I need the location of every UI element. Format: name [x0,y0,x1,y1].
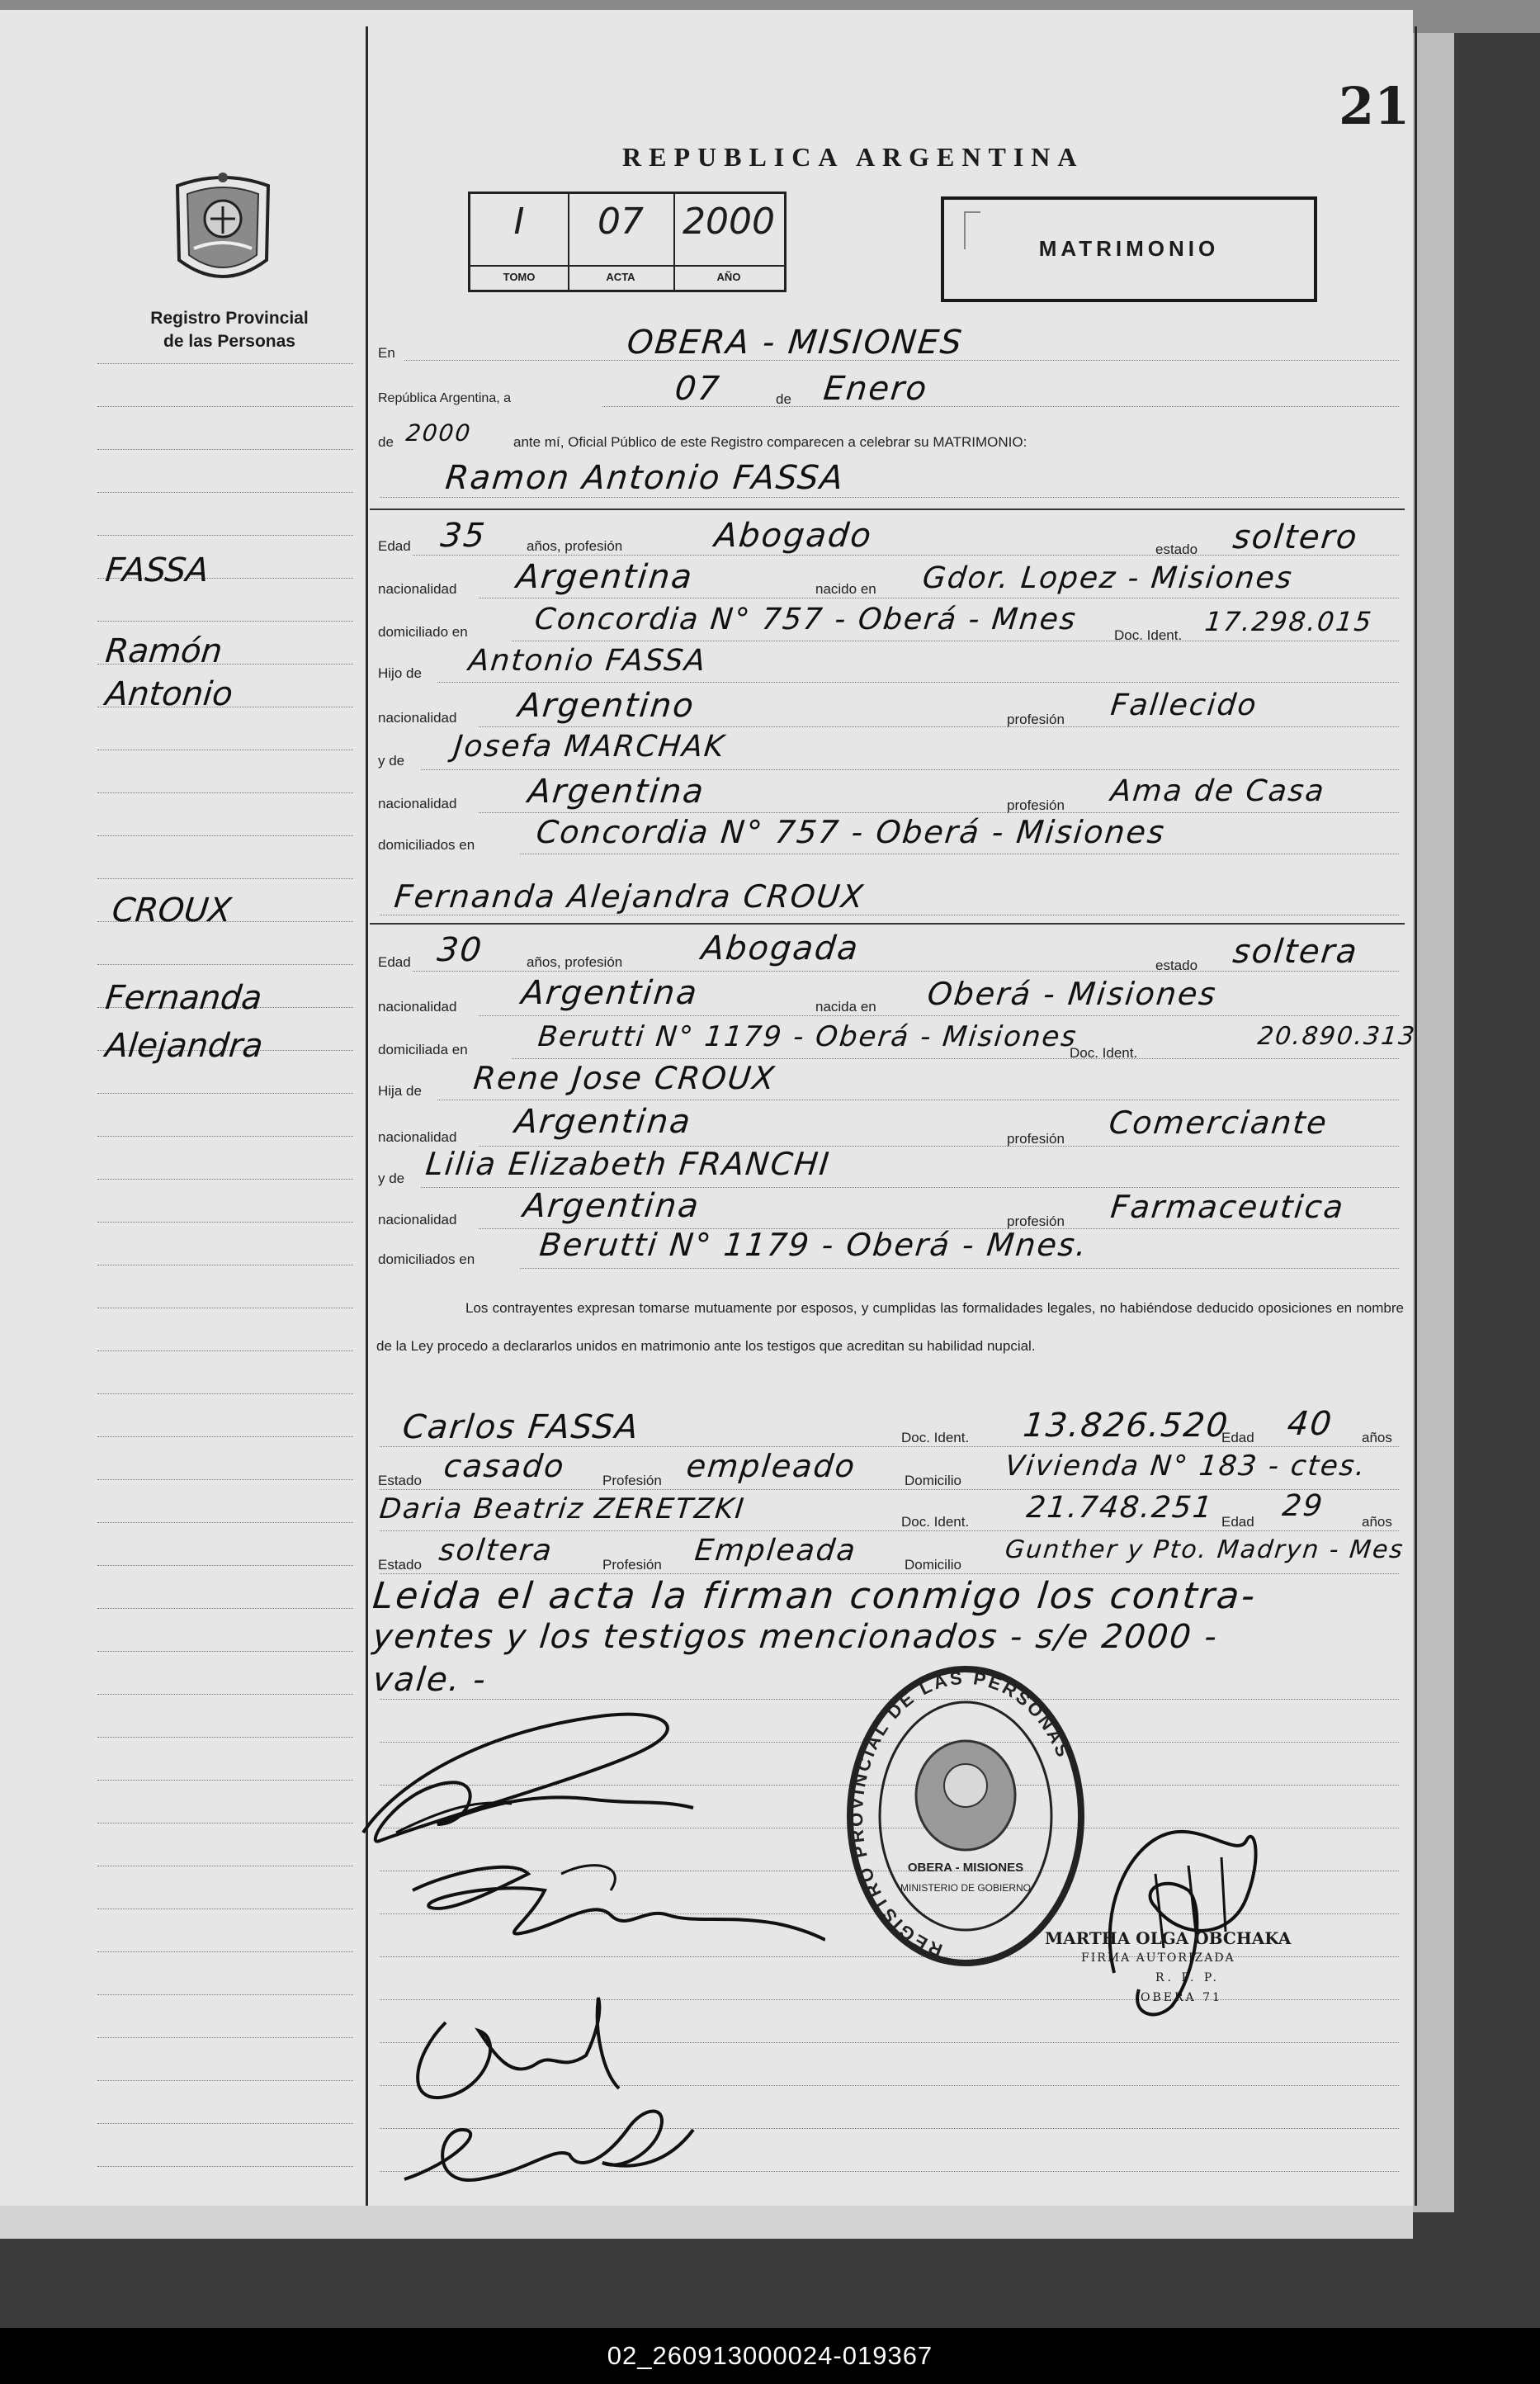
groom-full-name: Ramon Antonio FASSA [443,459,847,497]
section-rule [370,508,1405,510]
ano-value: 2000 [683,201,775,243]
bride-margin-surname: CROUX [110,892,234,929]
estado-label: Estado [378,1473,422,1488]
witness1-address: Vivienda N° 183 - ctes. [1003,1450,1368,1483]
bride-mother-nationality: Argentina [521,1187,702,1225]
yde-label: y de [378,1171,405,1186]
witness2-status: soltera [437,1534,555,1568]
margin-ruled-line [97,1994,353,1995]
margin-ruled-line [97,1608,353,1609]
yde-label: y de [378,753,405,769]
nacido-label: nacido en [815,581,876,597]
margin-ruled-line [97,1780,353,1781]
place-value: OBERA - MISIONES [625,324,966,362]
domicilio-label: Domicilio [905,1557,961,1573]
bride-father-nationality: Argentina [513,1103,694,1141]
profesion-label: años, profesión [527,538,623,554]
edad-label: Edad [378,954,411,970]
officer-line-3: R. P. P. [1155,1971,1220,1984]
witness2-profession: Empleada [692,1534,858,1568]
estado-label: estado [1155,958,1198,973]
parents-dom-label: domiciliados en [378,1251,475,1267]
groom-margin-given-1: Ramón [103,632,224,670]
groom-parents-address: Concordia N° 757 - Oberá - Misiones [534,814,1168,850]
domiciliada-label: domiciliada en [378,1042,468,1057]
signature-witness-2 [388,2080,718,2212]
margin-ruled-line [97,2166,353,2167]
tomo-value: I [513,201,525,243]
signature-bride [396,1841,825,1965]
bride-mother: Lilia Elizabeth FRANCHI [423,1146,833,1182]
officer-block [1045,1928,1291,2008]
groom-mother-nationality: Argentina [526,773,707,811]
domicilio-label: Domicilio [905,1473,961,1488]
margin-ruled-line [97,1222,353,1223]
registry-name [106,307,353,353]
doc-label: Doc. Ident. [901,1514,970,1530]
stamp-bottom-text: OBERA - MISIONES [907,1861,1024,1875]
ante-text: ante mí, Oficial Público de este Registro comparecen a celebrar su MATRIMONIO: [513,434,1027,450]
acta-value: 07 [598,201,644,243]
margin-rule [366,26,368,2206]
doc-label: Doc. Ident. [901,1430,970,1445]
acta-caption: ACTA [568,265,673,288]
closing-line-3: vale. - [371,1661,489,1699]
line [512,1058,1399,1059]
margin-ruled-line [97,964,353,965]
day-value: 07 [673,370,723,408]
margin-ruled-line [97,492,353,493]
edad-label: Edad [378,538,411,554]
year-prefix: de [378,434,394,450]
margin-ruled-line [97,535,353,536]
hija-label: Hija de [378,1083,422,1099]
groom-document: 17.298.015 [1203,606,1375,637]
margin-ruled-line [97,2080,353,2081]
stamp-ministry-text: MINISTERIO DE GOBIERNO [900,1882,1032,1894]
witness2-address: Gunther y Pto. Madryn - Mes [1004,1535,1406,1564]
margin-ruled-line [97,1565,353,1566]
groom-margin-surname: FASSA [103,551,211,589]
en-label: En [378,345,395,361]
margin-ruled-line [97,1951,353,1952]
tomo-cell [470,194,569,290]
father-nat-label: nacionalidad [378,710,457,726]
bride-address: Berutti N° 1179 - Oberá - Misiones [536,1020,1079,1053]
groom-father-profession: Fallecido [1108,688,1259,722]
margin-ruled-line [97,2037,353,2038]
bride-parents-address: Berutti N° 1179 - Oberá - Mnes. [537,1227,1090,1263]
closing-line-2: yentes y los testigos mencionados - s/e 2000 - [371,1618,1221,1656]
bride-profession: Abogada [699,929,862,967]
father-prof-label: profesión [1007,1131,1065,1147]
bride-age: 30 [435,931,485,969]
officer-line-4: OBERA 71 [1141,1991,1222,2004]
section-rule [370,923,1405,925]
month-value: Enero [821,370,930,408]
closing-line-1: Leida el acta la firman conmigo los contra- [371,1575,1259,1617]
groom-nationality: Argentina [514,558,696,596]
witness1-name: Carlos FASSA [400,1408,642,1446]
estado-label: Estado [378,1557,422,1573]
image-id: 02_260913000024-019367 [607,2341,933,2370]
record-type-box [941,196,1317,302]
line [380,1573,1399,1574]
witness1-age: 40 [1285,1405,1335,1443]
officer-name: MARTHA OLGA OBCHAKA [1045,1928,1292,1948]
line [602,406,1399,407]
margin-ruled-line [97,1350,353,1351]
record-type: MATRIMONIO [1038,236,1220,261]
profesion-label: Profesión [602,1473,662,1488]
mother-nat-label: nacionalidad [378,1212,457,1227]
margin-ruled-line [97,1737,353,1738]
margin-ruled-line [97,621,353,622]
margin-ruled-line [97,363,353,364]
groom-father: Antonio FASSA [466,644,709,678]
margin-ruled-line [97,1136,353,1137]
margin-ruled-line [97,878,353,879]
nacionalidad-label: nacionalidad [378,581,457,597]
line [413,555,1399,556]
edad-label: Edad [1221,1430,1254,1445]
witness1-profession: empleado [684,1448,858,1484]
country-heading: REPUBLICA ARGENTINA [622,142,1084,172]
page-number: 21 [1339,76,1410,136]
mother-nat-label: nacionalidad [378,796,457,811]
bride-full-name: Fernanda Alejandra CROUX [392,878,867,915]
line [413,971,1399,972]
estado-label: estado [1155,542,1198,557]
nacida-label: nacida en [815,999,876,1015]
nacionalidad-label: nacionalidad [378,999,457,1015]
groom-status: soltero [1231,518,1361,556]
line [520,1268,1399,1269]
groom-address: Concordia N° 757 - Oberá - Mnes [532,603,1079,636]
doc-label: Doc. Ident. [1114,627,1183,643]
witness2-document: 21.748.251 [1024,1491,1216,1525]
bride-nationality: Argentina [519,974,701,1012]
registry-line-1: Registro Provincial [150,309,309,328]
province-seal-icon [169,169,276,288]
acta-cell [568,194,675,290]
registry-line-2: de las Personas [163,332,295,351]
line [479,812,1399,813]
doc-label: Doc. Ident. [1070,1045,1138,1061]
bride-status: soltera [1231,933,1361,971]
bride-father: Rene Jose CROUX [471,1060,778,1096]
acta-reference-box [468,192,787,292]
margin-ruled-line [97,1093,353,1094]
line [380,1489,1399,1490]
line [380,497,1399,498]
margin-ruled-line [97,1436,353,1437]
page-edge [1413,33,1454,2212]
line [380,1530,1399,1531]
bride-margin-given-1: Fernanda [103,979,264,1017]
bride-father-profession: Comerciante [1107,1104,1330,1141]
groom-mother-profession: Ama de Casa [1108,774,1327,808]
margin-ruled-line [97,1393,353,1394]
margin-ruled-line [97,1179,353,1180]
profesion-label: Profesión [602,1557,662,1573]
bride-birthplace: Oberá - Misiones [925,976,1219,1012]
anos-label: años [1362,1430,1392,1445]
line [479,1015,1399,1016]
year-value: 2000 [404,419,473,447]
bride-document: 20.890.313 [1256,1022,1418,1051]
margin-ruled-line [97,2123,353,2124]
officer-line-2: FIRMA AUTORIZADA [1081,1951,1235,1965]
line [380,1446,1399,1447]
image-id-bar [0,2328,1540,2384]
line [479,726,1399,727]
ano-caption: AÑO [673,265,784,288]
edad-label: Edad [1221,1514,1254,1530]
declaration-text: Los contrayentes expresan tomarse mutuamente por esposos, y cumplidas las formalidades legales, no habiéndose deducido oposiciones en nombre de la Ley procedo a declararlos unidos en matrimonio ante los testigos que acreditan su habilidad nupcial. [376,1300,1404,1354]
groom-birthplace: Gdor. Lopez - Misiones [920,561,1295,595]
domiciliado-label: domiciliado en [378,624,468,640]
margin-ruled-line [97,1651,353,1652]
father-nat-label: nacionalidad [378,1129,457,1145]
witness1-status: casado [442,1448,567,1484]
margin-ruled-line [97,406,353,407]
margin-ruled-line [97,1522,353,1523]
mother-prof-label: profesión [1007,1213,1065,1229]
witness2-age: 29 [1280,1489,1325,1523]
groom-father-nationality: Argentino [516,687,697,725]
mother-prof-label: profesión [1007,797,1065,813]
profesion-label: años, profesión [527,954,623,970]
margin-ruled-line [97,1694,353,1695]
anos-label: años [1362,1514,1392,1530]
de-label: de [776,391,791,407]
witness2-name: Daria Beatriz ZERETZKI [377,1492,747,1525]
stamp-ring-text: REGISTRO PROVINCIAL DE LAS PERSONAS [845,1667,1075,1961]
margin-ruled-line [97,835,353,836]
groom-margin-given-2: Antonio [103,675,235,713]
groom-age: 35 [438,517,489,555]
right-rule [1415,26,1417,2206]
line [421,769,1399,770]
parents-dom-label: domiciliados en [378,837,475,853]
bride-margin-given-2: Alejandra [103,1027,265,1065]
tomo-caption: TOMO [470,265,568,288]
line [437,682,1399,683]
margin-ruled-line [97,792,353,793]
groom-profession: Abogado [712,517,875,555]
margin-ruled-line [97,449,353,450]
bride-mother-profession: Farmaceutica [1108,1189,1347,1225]
witness1-document: 13.826.520 [1021,1407,1231,1445]
republica-label: República Argentina, a [378,391,511,405]
ano-cell [673,194,784,290]
hijo-label: Hijo de [378,665,422,681]
groom-mother: Josefa MARCHAK [451,730,728,764]
margin-ruled-line [97,1479,353,1480]
father-prof-label: profesión [1007,712,1065,727]
